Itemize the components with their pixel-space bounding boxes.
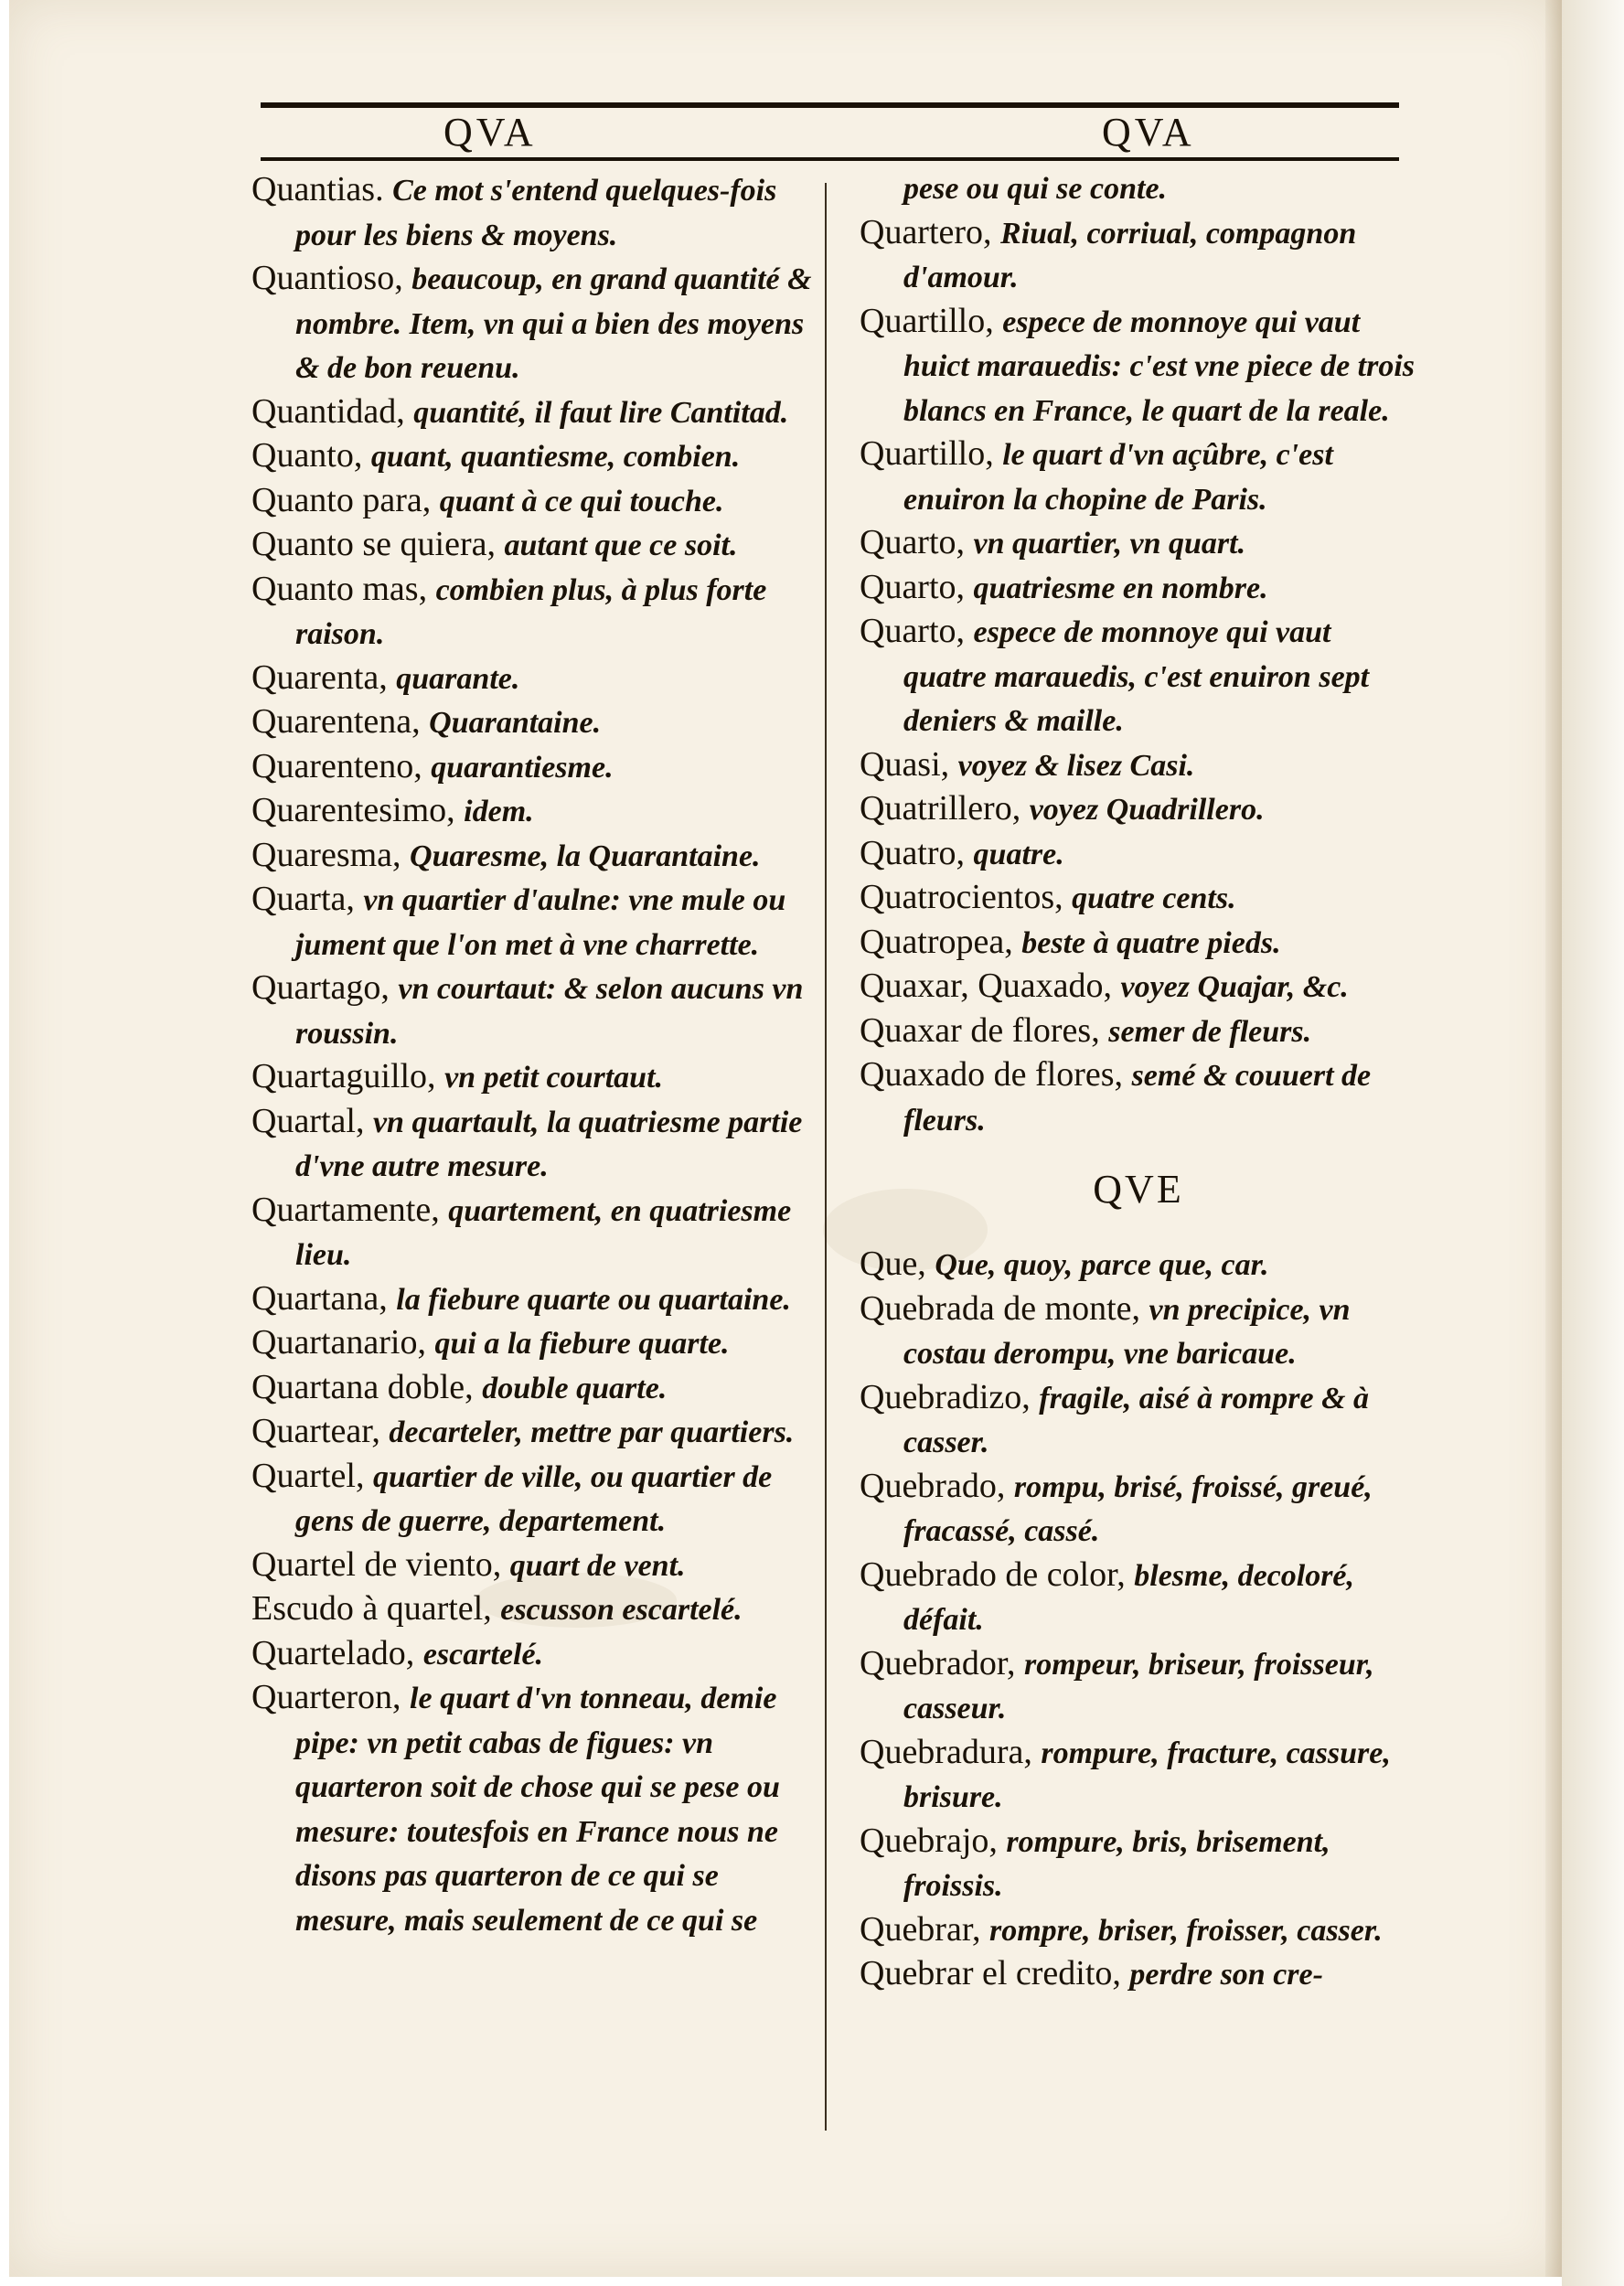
dictionary-entry bbox=[860, 743, 1417, 788]
definition: quartement, en quatriesme lieu. bbox=[295, 1193, 792, 1272]
definition: escartelé. bbox=[422, 1637, 544, 1672]
dictionary-entry bbox=[251, 1366, 814, 1411]
headword: Quatrocientos, bbox=[860, 878, 1063, 916]
column-divider bbox=[825, 183, 827, 2131]
dictionary-entry bbox=[860, 1287, 1417, 1376]
definition: la fiebure quarte ou quartaine. bbox=[396, 1282, 791, 1317]
dictionary-entry bbox=[251, 789, 814, 834]
definition: quant, quantiesme, combien. bbox=[370, 440, 741, 474]
definition: rompure, fracture, cassure, brisure. bbox=[903, 1736, 1391, 1814]
dictionary-entry bbox=[860, 1642, 1417, 1731]
headword: Quebradura, bbox=[860, 1732, 1032, 1771]
headword: Quartillo, bbox=[860, 301, 994, 340]
headword: Quantias. bbox=[251, 170, 384, 208]
headword: Quebrar, bbox=[860, 1909, 981, 1949]
dictionary-entry bbox=[251, 1544, 814, 1588]
definition: Quarantaine. bbox=[429, 706, 602, 740]
dictionary-entry bbox=[860, 1908, 1417, 1953]
dictionary-entry bbox=[251, 257, 814, 390]
dictionary-entry bbox=[860, 787, 1417, 832]
header-rule-bottom bbox=[261, 157, 1399, 161]
dictionary-entry bbox=[251, 168, 814, 257]
definition: voyez & lisez Casi. bbox=[957, 748, 1195, 783]
dictionary-entry bbox=[860, 1053, 1417, 1142]
definition: voyez Quadrillero. bbox=[1029, 793, 1265, 827]
dictionary-entry bbox=[251, 390, 814, 435]
headword: Quebrado, bbox=[860, 1466, 1006, 1505]
headword: Quartamente, bbox=[251, 1190, 440, 1229]
definition: espece de monnoye qui vaut huict marauedis: c'est vne piece de trois blancs en France, le quart de la reale. bbox=[903, 304, 1416, 428]
dictionary-entry bbox=[251, 1189, 814, 1277]
dictionary-entry bbox=[860, 566, 1417, 611]
definition: le quart d'vn tonneau, demie pipe: vn petit cabas de figues: vn quarteron soit de chose qui se pese ou mesure: toutesfois en France nous ne disons pas quarteron de ce qui se mesure, mais seulement de ce qui se bbox=[295, 1682, 780, 1938]
entry-list-qve bbox=[860, 1243, 1417, 1997]
definition: Quaresme, la Quarantaine. bbox=[410, 839, 761, 873]
dictionary-entry bbox=[860, 211, 1417, 300]
definition: Ce mot s'entend quelques-fois pour les biens & moyens. bbox=[295, 174, 777, 252]
headword: Quanto mas, bbox=[251, 569, 428, 608]
dictionary-entry bbox=[251, 434, 814, 479]
headword: Quebrada de monte, bbox=[860, 1288, 1141, 1328]
dictionary-entry bbox=[251, 479, 814, 524]
definition: quarante. bbox=[396, 661, 520, 696]
headword: Quantidad, bbox=[251, 391, 405, 431]
dictionary-entry bbox=[860, 1243, 1417, 1287]
dictionary-entry bbox=[251, 834, 814, 879]
left-column bbox=[251, 168, 814, 1942]
definition: perdre son cre- bbox=[1129, 1958, 1323, 1992]
running-head-left: QVA bbox=[443, 110, 537, 155]
definition: le quart d'vn açûbre, c'est enuiron la chopine de Paris. bbox=[903, 438, 1333, 517]
headword: Quarta, bbox=[251, 880, 355, 918]
headword: Quarto, bbox=[860, 612, 966, 650]
dictionary-entry bbox=[860, 1952, 1417, 1997]
definition: quatre cents. bbox=[1072, 881, 1236, 915]
dictionary-entry bbox=[860, 1009, 1417, 1054]
dictionary-entry bbox=[860, 1465, 1417, 1554]
definition: blesme, decoloré, défait. bbox=[903, 1558, 1355, 1637]
headword: Quaresma, bbox=[251, 835, 401, 874]
headword: Quebrar el credito, bbox=[860, 1954, 1121, 1992]
definition: fragile, aisé à rompre & à casser. bbox=[903, 1381, 1370, 1459]
definition: quarantiesme. bbox=[431, 750, 614, 785]
dictionary-entry bbox=[251, 1100, 814, 1189]
definition: qui a la fiebure quarte. bbox=[434, 1327, 730, 1361]
definition: decarteler, mettre par quartiers. bbox=[389, 1415, 795, 1449]
definition: idem. bbox=[464, 795, 534, 828]
headword: Quatropea, bbox=[860, 922, 1013, 961]
headword: Quarentena, bbox=[251, 702, 421, 741]
definition: quartier de ville, ou quartier de gens de guerre, departement. bbox=[295, 1459, 773, 1538]
definition: vn quartault, la quatriesme partie d'vne autre mesure. bbox=[295, 1105, 803, 1183]
definition: rompre, briser, froisser, casser. bbox=[988, 1913, 1383, 1948]
headword: Escudo à quartel, bbox=[251, 1589, 492, 1628]
definition: vn precipice, vn costau derompu, vne baricaue. bbox=[903, 1292, 1351, 1371]
headword: Quartanario, bbox=[251, 1323, 426, 1362]
definition: Que, quoy, parce que, car. bbox=[935, 1248, 1269, 1282]
definition: combien plus, à plus forte raison. bbox=[295, 572, 767, 651]
dictionary-entry bbox=[860, 1554, 1417, 1642]
dictionary-entry bbox=[860, 300, 1417, 433]
dictionary-entry bbox=[251, 568, 814, 657]
definition: beste à quatre pieds. bbox=[1021, 925, 1281, 960]
definition: vn courtaut: & selon aucuns vn roussin. bbox=[295, 972, 804, 1051]
definition: quatriesme en nombre. bbox=[973, 571, 1268, 605]
dictionary-entry bbox=[251, 1455, 814, 1544]
headword: Quarto, bbox=[860, 523, 966, 561]
definition: autant que ce soit. bbox=[504, 529, 738, 562]
dictionary-entry bbox=[251, 657, 814, 701]
headword: Quarenteno, bbox=[251, 746, 422, 785]
dictionary-entry bbox=[251, 1321, 814, 1366]
dictionary-entry bbox=[251, 1632, 814, 1677]
definition: quart de vent. bbox=[509, 1548, 686, 1583]
headword: Quartana doble, bbox=[251, 1367, 474, 1406]
headword: Quartel de viento, bbox=[251, 1544, 502, 1584]
definition: quatre. bbox=[973, 837, 1064, 871]
dictionary-entry bbox=[860, 521, 1417, 566]
definition: semer de fleurs. bbox=[1108, 1014, 1312, 1049]
headword: Quartero, bbox=[860, 212, 992, 251]
headword: Quebradizo, bbox=[860, 1377, 1031, 1416]
headword: Quartelado, bbox=[251, 1633, 415, 1672]
definition: vn quartier d'aulne: vne mule ou jument que l'on met à vne charrette. bbox=[295, 883, 786, 962]
dictionary-entry bbox=[251, 523, 814, 568]
running-head-right: QVA bbox=[1102, 110, 1195, 155]
headword: Quaxar de flores, bbox=[860, 1010, 1100, 1050]
right-column bbox=[860, 168, 1417, 1997]
dictionary-entry bbox=[860, 433, 1417, 521]
headword: Quebrajo, bbox=[860, 1821, 998, 1860]
headword: Quartago, bbox=[251, 968, 390, 1007]
headword: Quartillo, bbox=[860, 434, 994, 473]
headword: Quaxar, Quaxado, bbox=[860, 967, 1112, 1005]
definition: Riual, corriual, compagnon d'amour. bbox=[903, 216, 1357, 294]
definition: quant à ce qui touche. bbox=[439, 484, 724, 518]
headword: Quebrado de color, bbox=[860, 1554, 1126, 1594]
dictionary-entry bbox=[251, 1277, 814, 1322]
dictionary-entry bbox=[860, 921, 1417, 966]
dictionary-entry bbox=[251, 1676, 814, 1942]
definition: rompeur, briseur, froisseur, casseur. bbox=[903, 1647, 1374, 1725]
definition: quantité, il faut lire Cantitad. bbox=[413, 395, 789, 430]
headword: Quaxado de flores, bbox=[860, 1055, 1124, 1094]
dictionary-entry bbox=[860, 1820, 1417, 1908]
headword: Quarto, bbox=[860, 567, 966, 606]
headword: Quanto, bbox=[251, 436, 363, 475]
definition: vn petit courtaut. bbox=[444, 1061, 664, 1095]
dictionary-entry bbox=[860, 832, 1417, 877]
dictionary-entry bbox=[860, 1731, 1417, 1820]
section-title: QVE bbox=[1093, 1167, 1184, 1212]
headword: Quanto para, bbox=[251, 480, 432, 519]
headword: Quartana, bbox=[251, 1278, 388, 1318]
headword: Quebrador, bbox=[860, 1643, 1016, 1682]
dictionary-entry bbox=[860, 876, 1417, 921]
definition: voyez Quajar, &c. bbox=[1120, 970, 1349, 1004]
definition: vn quartier, vn quart. bbox=[973, 527, 1246, 561]
headword: Quatrillero, bbox=[860, 789, 1021, 828]
definition: beaucoup, en grand quantité & nombre. Item, vn qui a bien des moyens & de bon reuenu. bbox=[295, 262, 812, 385]
dictionary-entry bbox=[251, 700, 814, 745]
definition: rompu, brisé, froissé, greué, fracassé, cassé. bbox=[903, 1469, 1373, 1548]
dictionary-entry bbox=[251, 1587, 814, 1632]
definition: escusson escartelé. bbox=[500, 1593, 743, 1627]
dictionary-entry bbox=[251, 1055, 814, 1100]
dictionary-entry bbox=[860, 1376, 1417, 1465]
dictionary-entry bbox=[251, 878, 814, 967]
headword: Que, bbox=[860, 1244, 926, 1283]
headword: Quantioso, bbox=[251, 259, 403, 297]
dictionary-entry bbox=[860, 610, 1417, 743]
headword: Quarentesimo, bbox=[251, 791, 455, 829]
dictionary-entry bbox=[860, 965, 1417, 1009]
entry-list-qva bbox=[860, 211, 1417, 1143]
definition: double quarte. bbox=[482, 1371, 668, 1405]
dictionary-entry bbox=[251, 967, 814, 1055]
headword: Quartal, bbox=[251, 1101, 365, 1140]
definition: espece de monnoye qui vaut quatre marauedis, c'est enuiron sept deniers & maille. bbox=[903, 615, 1370, 738]
dictionary-entry bbox=[251, 745, 814, 790]
headword: Quatro, bbox=[860, 833, 966, 872]
page-edge bbox=[1562, 0, 1624, 2286]
headword: Quartel, bbox=[251, 1456, 365, 1495]
header-rule-top bbox=[261, 102, 1399, 108]
headword: Quarenta, bbox=[251, 657, 388, 697]
continued-entry-text: pese ou qui se conte. bbox=[903, 172, 1168, 206]
headword: Quanto se quiera, bbox=[251, 525, 496, 563]
headword: Quartaguillo, bbox=[251, 1057, 436, 1095]
definition: rompure, bris, brisement, froissis. bbox=[903, 1824, 1330, 1903]
dictionary-entry bbox=[251, 1410, 814, 1455]
headword: Quartear, bbox=[251, 1412, 380, 1450]
headword: Quarteron, bbox=[251, 1678, 401, 1716]
headword: Quasi, bbox=[860, 744, 950, 784]
definition: semé & couuert de fleurs. bbox=[903, 1059, 1372, 1138]
